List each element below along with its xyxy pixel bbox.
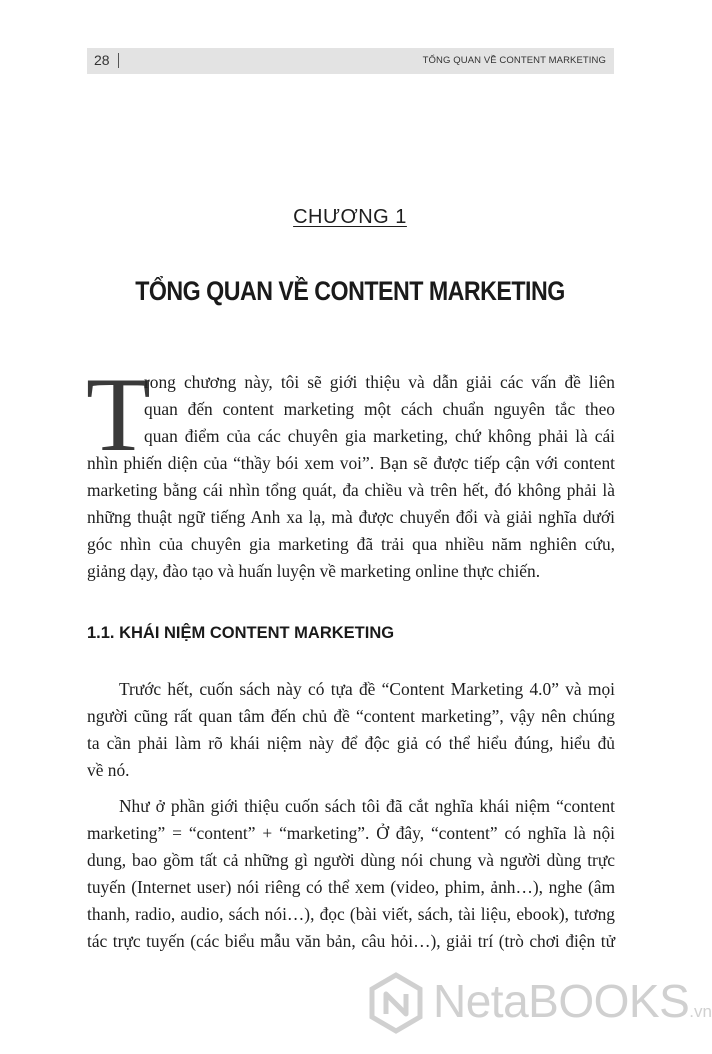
running-title: TỔNG QUAN VỀ CONTENT MARKETING <box>422 55 606 66</box>
chapter-title: TỔNG QUAN VỀ CONTENT MARKETING <box>135 276 565 306</box>
body-line: về nó. <box>87 760 130 780</box>
section-heading: 1.1. KHÁI NIỆM CONTENT MARKETING <box>87 624 395 642</box>
running-header <box>87 48 614 74</box>
body-line: dung, bao gồm tất cả những gì người dùng nói chung và người dùng trực <box>87 850 615 870</box>
header-divider <box>118 53 119 68</box>
body-line: người cũng rất quan tâm đến chủ đề “content marketing”, vậy nên chúng <box>87 706 615 726</box>
body-line: Như ở phần giới thiệu cuốn sách tôi đã cắt nghĩa khái niệm “content <box>119 796 615 816</box>
body-line: tuyến (Internet user) nói riêng có thể xem (video, phim, ảnh…), nghe (âm <box>87 877 615 897</box>
netabooks-watermark <box>365 972 712 1038</box>
page-number: 28 <box>94 52 110 68</box>
netabooks-logo-icon <box>365 972 427 1034</box>
intro-line: nhìn phiến diện của “thầy bói xem voi”. Bạn sẽ được tiếp cận với content <box>87 453 615 473</box>
intro-line: giảng dạy, đào tạo và huấn luyện về marketing online thực chiến. <box>87 561 541 581</box>
body-line: Trước hết, cuốn sách này có tựa đề “Content Marketing 4.0” và mọi <box>119 679 615 699</box>
body-line: ta cần phải làm rõ khái niệm này để độc giả có thể hiểu đúng, hiểu đủ <box>87 733 615 753</box>
intro-line: rong chương này, tôi sẽ giới thiệu và dẫn giải các vấn đề liên <box>144 372 615 392</box>
intro-line: những thuật ngữ tiếng Anh xa lạ, mà được chuyển đổi và giải nghĩa dưới <box>87 507 615 527</box>
drop-cap: T <box>86 356 151 473</box>
intro-line: quan điểm của các chuyên gia marketing, chứ không phải là cái <box>144 426 615 446</box>
watermark-suffix: .vn <box>689 1002 712 1021</box>
watermark-brand: NetaBOOKS <box>433 975 690 1027</box>
intro-line: marketing bằng cái nhìn tổng quát, đa chiều và trên hết, đó không phải là <box>87 480 615 500</box>
chapter-label <box>0 206 700 229</box>
intro-line: góc nhìn của chuyên gia marketing đã trải qua nhiều năm nghiên cứu, <box>87 534 615 554</box>
body-line: marketing” = “content” + “marketing”. Ở đây, “content” có nghĩa là nội <box>87 823 615 843</box>
intro-line: quan đến content marketing một cách chuẩn nguyên tắc theo <box>144 399 615 419</box>
chapter-label-text: CHƯƠNG 1 <box>293 206 407 228</box>
body-line: thanh, radio, audio, sách nói…), đọc (bài viết, sách, tài liệu, ebook), tương <box>87 904 615 924</box>
watermark-text <box>433 974 712 1028</box>
body-line: tác trực tuyến (các biểu mẫu văn bản, câu hỏi…), giải trí (trò chơi điện tử <box>87 931 615 951</box>
